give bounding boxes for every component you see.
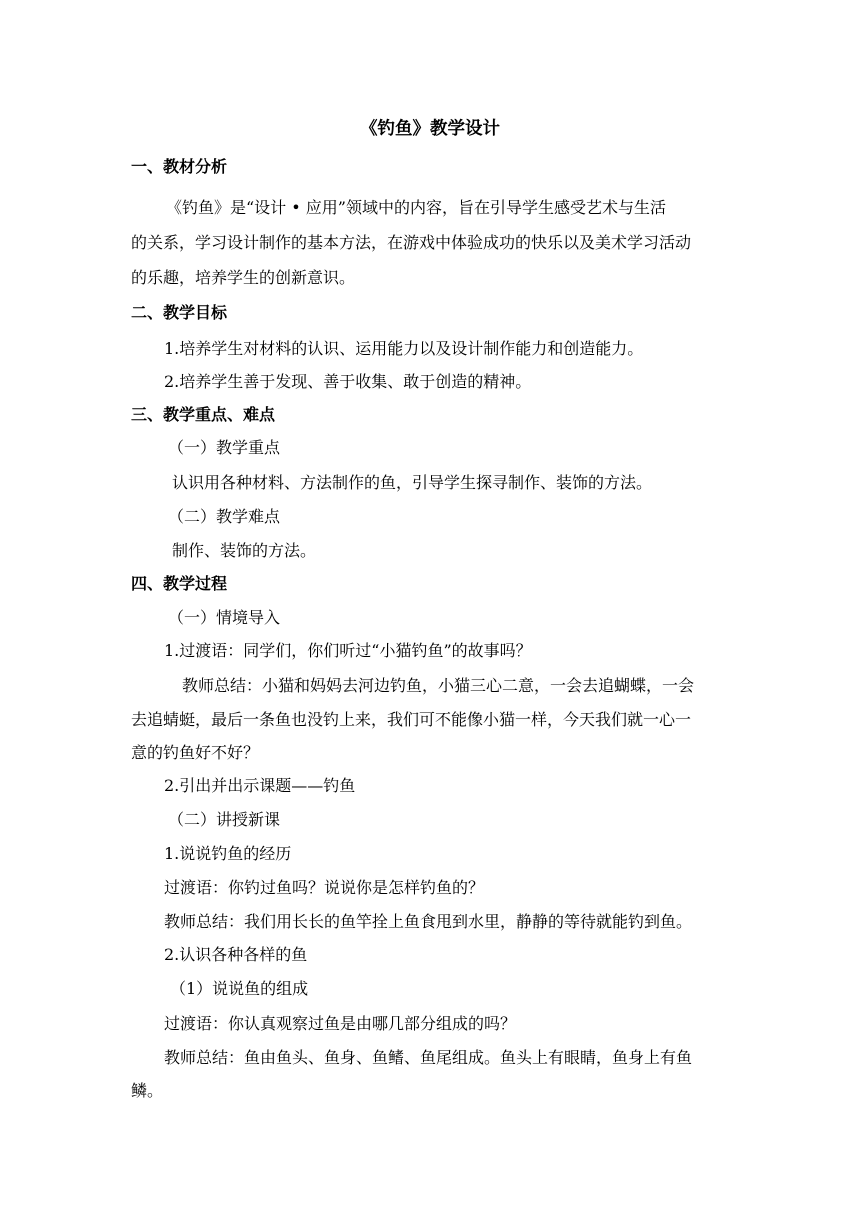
subheading: （1）说说鱼的组成: [170, 979, 309, 998]
paragraph-line: 鳞。: [131, 1081, 164, 1100]
list-item: 2.引出并出示课题——钓鱼: [164, 776, 356, 795]
paragraph-line: 过渡语：你认真观察过鱼是由哪几部分组成的吗？: [164, 1014, 517, 1033]
list-item: 2.认识各种各样的鱼: [164, 945, 308, 964]
section-heading-teaching-goals: 二、教学目标: [131, 303, 228, 322]
paragraph-line: 去追蜻蜓，最后一条鱼也没钓上来，我们可不能像小猫一样，今天我们就一心一: [131, 710, 692, 729]
section-heading-key-points: 三、教学重点、难点: [131, 405, 276, 424]
paragraph-line: 制作、装饰的方法。: [172, 541, 317, 560]
paragraph-line: 的乐趣，培养学生的创新意识。: [131, 268, 356, 287]
subheading: （二）教学难点: [168, 507, 281, 526]
list-item: 1.培养学生对材料的认识、运用能力以及设计制作能力和创造能力。: [164, 339, 644, 358]
paragraph-line: 《钓鱼》是“设计 • 应用”领域中的内容，旨在引导学生感受艺术与生活: [166, 198, 666, 217]
subheading: （二）讲授新课: [168, 810, 281, 829]
subheading: （一）教学重点: [168, 438, 281, 457]
paragraph-line: 教师总结：我们用长长的鱼竿拴上鱼食甩到水里，静静的等待就能钓到鱼。: [164, 912, 693, 931]
paragraph-line: 意的钓鱼好不好？: [131, 743, 260, 762]
paragraph-line: 教师总结：小猫和妈妈去河边钓鱼，小猫三心二意，一会去追蝴蝶，一会: [182, 676, 695, 695]
paragraph-line: 过渡语：你钓过鱼吗？说说你是怎样钓鱼的？: [164, 878, 485, 897]
paragraph-line: 的关系，学习设计制作的基本方法，在游戏中体验成功的快乐以及美术学习活动: [131, 233, 692, 252]
paragraph-line: 教师总结：鱼由鱼头、鱼身、鱼鳍、鱼尾组成。鱼头上有眼睛，鱼身上有鱼: [164, 1048, 693, 1067]
section-heading-teaching-process: 四、教学过程: [131, 574, 228, 593]
list-item: 2.培养学生善于发现、善于收集、敢于创造的精神。: [164, 372, 532, 391]
list-item: 1.过渡语：同学们，你们听过“小猫钓鱼”的故事吗？: [164, 641, 532, 660]
section-heading-textbook-analysis: 一、教材分析: [131, 157, 228, 176]
paragraph-line: 认识用各种材料、方法制作的鱼，引导学生探寻制作、装饰的方法。: [172, 473, 653, 492]
list-item: 1.说说钓鱼的经历: [164, 844, 292, 863]
subheading: （一）情境导入: [168, 608, 281, 627]
document-title: 《钓鱼》教学设计: [360, 119, 500, 139]
